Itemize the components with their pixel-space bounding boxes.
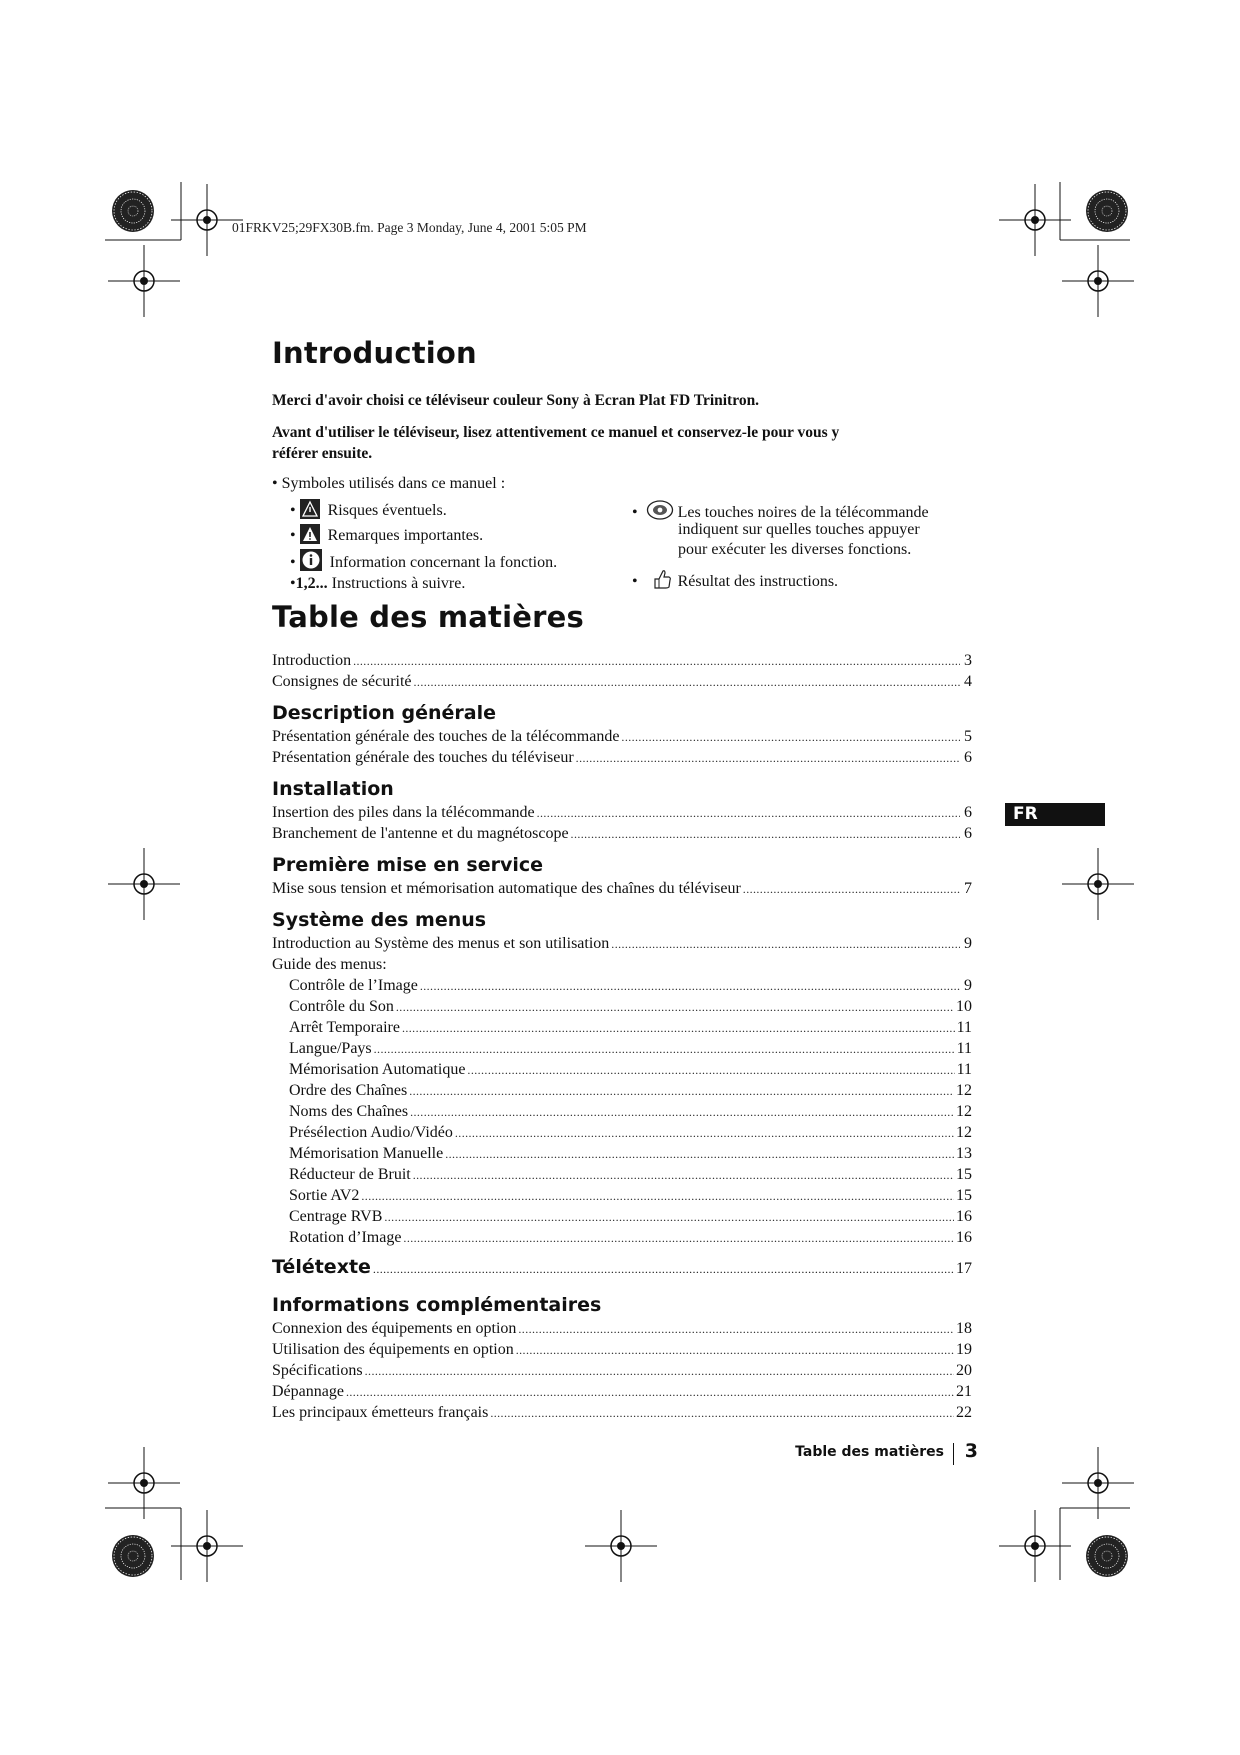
- toc-sub-entry[interactable]: Arrêt Temporaire ..... 11: [272, 1017, 972, 1038]
- intro-paragraph-1: Merci d'avoir choisi ce téléviseur couleur Sony à Ecran Plat FD Trinitron.: [272, 392, 760, 409]
- toc-sub-entry[interactable]: Contrôle du Son ..... 10: [272, 996, 972, 1017]
- toc-sub-entry[interactable]: Présélection Audio/Vidéo ..... 12: [272, 1122, 972, 1143]
- toc-entry[interactable]: Branchement de l'antenne et du magnétoscope ..... 6: [272, 823, 972, 844]
- footer-label: Table des matières: [795, 1444, 944, 1460]
- page-number: 3: [964, 1440, 978, 1462]
- toc-entry[interactable]: Utilisation des équipements en option ..... 19: [272, 1339, 972, 1360]
- toc-entry[interactable]: Consignes de sécurité ..... 4: [272, 671, 972, 692]
- symbol-item-steps: •1,2... Instructions à suivre.: [290, 575, 466, 592]
- toc-title: Table des matières: [272, 600, 584, 634]
- toc-sub-entry[interactable]: Réducteur de Bruit ..... 15: [272, 1164, 972, 1185]
- toc-section-heading: Système des menus: [272, 909, 487, 931]
- toc-entry[interactable]: Dépannage ..... 21: [272, 1381, 972, 1402]
- toc-entry[interactable]: Introduction ..... 3: [272, 650, 972, 671]
- remote-keys-line-2: indiquent sur quelles touches appuyer: [678, 521, 920, 538]
- toc-sub-entry[interactable]: Sortie AV2 ..... 15: [272, 1185, 972, 1206]
- toc-entry[interactable]: Les principaux émetteurs français ..... 22: [272, 1402, 972, 1423]
- caution-icon: [300, 524, 320, 550]
- toc-sub-entry[interactable]: Mémorisation Manuelle ..... 13: [272, 1143, 972, 1164]
- toc-guide-label: Guide des menus:: [272, 956, 387, 973]
- info-icon: [300, 549, 322, 577]
- hand-result-icon: [652, 568, 672, 596]
- toc-sub-entry[interactable]: Ordre des Chaînes ..... 12: [272, 1080, 972, 1101]
- remote-keys-line-3: pour exécuter les diverses fonctions.: [678, 541, 912, 558]
- toc-section-heading: Informations complémentaires: [272, 1294, 602, 1316]
- toc-sub-entry[interactable]: Rotation d’Image ..... 16: [272, 1227, 972, 1248]
- symbol-item-caution: • Remarques importantes.: [290, 524, 483, 550]
- toc-entry[interactable]: Mise sous tension et mémorisation automatique des chaînes du téléviseur ..... 7: [272, 878, 972, 899]
- toc-entry[interactable]: Spécifications ..... 20: [272, 1360, 972, 1381]
- toc-sub-entry[interactable]: Mémorisation Automatique ..... 11: [272, 1059, 972, 1080]
- symbols-heading: • Symboles utilisés dans ce manuel :: [272, 475, 506, 492]
- symbol-item-result: • Résultat des instructions.: [632, 568, 838, 596]
- toc-section-heading: Première mise en service: [272, 854, 544, 876]
- toc-sub-entry[interactable]: Noms des Chaînes ..... 12: [272, 1101, 972, 1122]
- footer-divider: [953, 1443, 955, 1465]
- print-header: 01FRKV25;29FX30B.fm. Page 3 Monday, June 4, 2001 5:05 PM: [232, 220, 587, 235]
- toc-entry-teletext[interactable]: Télétexte ..... 17: [272, 1256, 972, 1284]
- page-footer: [700, 1440, 980, 1470]
- toc-sub-entry[interactable]: Langue/Pays ..... 11: [272, 1038, 972, 1059]
- warning-icon: [300, 499, 320, 525]
- intro-title: Introduction: [272, 336, 477, 370]
- language-tab: FR: [1005, 803, 1105, 826]
- toc-entry[interactable]: Connexion des équipements en option ..... 18: [272, 1318, 972, 1339]
- table-of-contents: [272, 650, 972, 1423]
- toc-sub-entry[interactable]: Centrage RVB ..... 16: [272, 1206, 972, 1227]
- toc-section-heading: Description générale: [272, 702, 496, 724]
- toc-entry[interactable]: Introduction au Système des menus et son utilisation ..... 9: [272, 933, 972, 954]
- toc-entry[interactable]: Présentation générale des touches de la télécommande ..... 5: [272, 726, 972, 747]
- toc-sub-entry[interactable]: Contrôle de l’Image ..... 9: [272, 975, 972, 996]
- symbol-item-remote-keys: • Les touches noires de la télécommande: [632, 499, 929, 527]
- toc-entry[interactable]: Présentation générale des touches du téléviseur ..... 6: [272, 747, 972, 768]
- toc-entry[interactable]: Insertion des piles dans la télécommande ..... 6: [272, 802, 972, 823]
- intro-paragraph-2: Avant d'utiliser le téléviseur, lisez attentivement ce manuel et conservez-le pour vous y référer ensuite.: [272, 424, 840, 462]
- remote-keys-icon: [646, 499, 674, 527]
- toc-section-heading: Installation: [272, 778, 394, 800]
- symbol-item-warning: • Risques éventuels.: [290, 499, 447, 525]
- symbol-item-info: • Information concernant la fonction.: [290, 549, 557, 577]
